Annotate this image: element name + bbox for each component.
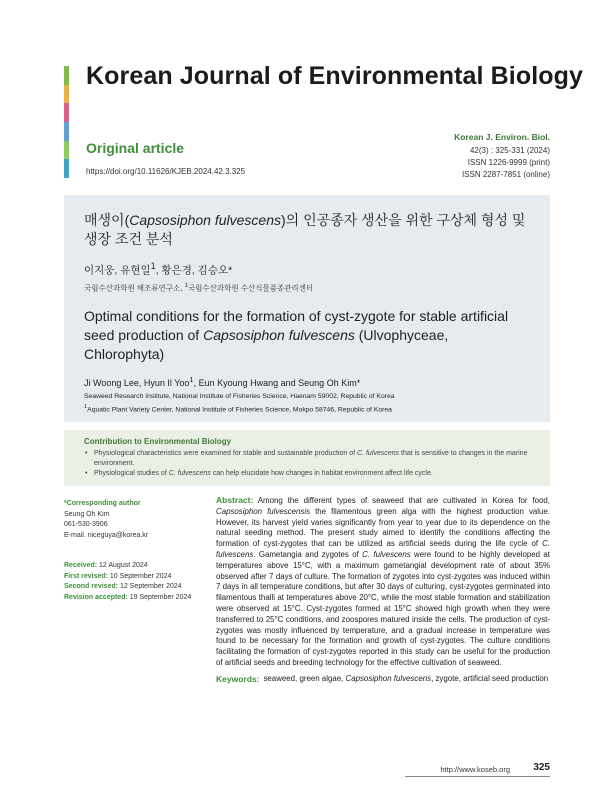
korean-affiliation [84,282,313,294]
date-first-label: First revised: [64,572,108,580]
corresponding-email[interactable]: E-mail. niceguya@korea.kr [64,531,149,539]
side-column [64,499,204,603]
date-second-label: Second revised: [64,583,119,590]
english-title-pre: Optimal conditions for the formation of cyst-zygote for stable artificial seed production of [84,308,509,343]
korean-authors-b: , 황은경, 김승오* [155,264,233,277]
english-authors-b: , Eun Kyoung Hwang and Seung Oh Kim* [193,378,361,388]
date-second-value: 12 September 2024 [118,583,182,590]
english-affil-2-sup: 1 [84,404,88,410]
english-title-sci: Capsosiphon fulvescens [203,327,355,343]
contrib-2b: can help elucidate how changes in habitat environment affect life cycle. [210,470,433,477]
color-bar-segment [64,103,69,122]
korean-authors-a: 이지웅, 유현일 [84,264,151,277]
journal-title: Korean Journal of Environmental Biology [86,62,584,90]
date-accepted-value: 19 September 2024 [127,593,192,601]
english-title [84,307,524,364]
color-bar-segment [64,122,69,141]
abstract-heading: Abstract: [216,495,254,505]
korean-title-post: )의 인공종자 생산을 위한 구상체 형성 및 생장 조건 분석 [84,212,526,247]
contribution-list [84,449,544,479]
korean-title [84,211,534,249]
abstract-part: the filamentous green alga with the highest production value. However, its harvest yield varies significantly from year to year due to its dependence on the natural seeding method. The present study aimed to identify the conditions affecting the formation of cyst-zygotes that can be utilized as artificial seeds during the life cycle of [216,506,551,549]
corresponding-name: Seung Oh Kim [64,510,110,518]
abstract-sci: C. fulvescens [362,549,411,559]
contribution-item [84,449,544,469]
english-affil-2-line [84,402,395,415]
english-affil-2: Aquatic Plant Variety Center, National Institute of Fisheries Science, Mokpo 58746, Republic of Korea [87,406,392,414]
korean-authors [84,261,232,278]
journal-meta [454,131,550,181]
korean-affil-sup: 1 [184,282,188,289]
date-accepted-label: Revision accepted: [64,593,128,601]
doi-link[interactable]: https://doi.org/10.11626/KJEB.2024.42.3.325 [86,167,246,176]
english-affil-1: Seaweed Research Institute, National Institute of Fisheries Science, Haenam 59002, Republic of Korea [84,393,395,400]
abstract-part: Among the different types of seaweed that are cultivated in Korea for food, [253,496,550,505]
korean-affil-a: 국립수산과학원 해조류연구소, [84,283,185,293]
abstract-part: were found to be highly developed at temperatures above 15°C, with a maximum gametangial development rate of about 35% observed after 7 days of culture. The formation of zygotes into cyst-zygotes was induced within 7 days in all temperature conditions, but after 30 days of culturing, cyst-zygotes germinated into filamentous thalli at temperatures above 20°C, while the most stable formation and stabilization were observed at 15°C. Cyst-zygotes formed at 15°C showed high growth when they were transferred to 25°C conditions, and zoospores matured inside the cells. The production of cyst-zygotes was mostly influenced by temperature, and a gradual increase in temperature was found to be necessary for the formation and growth of cyst-zygotes. The culture conditions facilitating the formation of cyst-zygotes reported in this study can be useful for the production of artificial seeds and breeding technology for the effective cultivation of seaweed. [216,549,550,667]
contribution-box [64,430,550,486]
contrib-1-sci: C. fulvescens [357,450,400,457]
keywords [216,674,550,685]
contribution-heading: Contribution to Environmental Biology [84,437,232,446]
keywords-sci: Capsosiphon fulvescens [345,674,432,683]
volume-pages: 42(3) : 325-331 (2024) [469,146,550,155]
corresponding-phone: 061-530-3906 [64,521,108,528]
article-type: Original article [86,140,185,156]
date-received [64,561,204,572]
abstract [216,495,550,669]
keywords-a: seaweed, green algae, [263,674,346,683]
issn-print: ISSN 1226-9999 (print) [467,158,550,167]
keywords-b: , zygote, artificial seed production [431,674,549,683]
footer-rule [405,776,550,777]
title-box [64,195,550,422]
date-second-revised [64,582,204,593]
date-accepted [64,593,204,604]
date-first-revised [64,572,204,583]
issn-online: ISSN 2287-7851 (online) [461,170,550,179]
contrib-2-sci: C. fulvescens [168,470,211,477]
contrib-1a: Physiological characteristics were examined for stable and sustainable production of [94,450,358,457]
contribution-item [84,469,544,479]
english-authors [84,375,360,388]
date-first-value: 10 September 2024 [107,572,172,580]
article-dates [64,561,204,603]
korean-affil-b: 국립수산과학원 수산식물품종관리센터 [187,283,314,293]
abstract-part: . Gametangia and zygotes of [253,549,363,559]
contrib-2a: Physiological studies of [94,470,169,477]
color-bar-segment [64,85,69,104]
english-affiliation [84,391,395,415]
color-bar-segment [64,159,69,178]
english-authors-a: Ji Woong Lee, Hyun Il Yoo [84,378,190,388]
contrib-1b: that is sensitive to changes in the marine environment. [94,450,528,467]
keywords-heading: Keywords: [216,674,260,684]
english-authors-sup: 1 [189,375,194,384]
color-bar-segment [64,141,69,160]
journal-color-bar [64,66,69,178]
abstract-sci: Capsosiphon fulvescensis [216,506,311,516]
korean-authors-sup: 1 [150,261,156,271]
footer-url[interactable]: http://www.koseb.org [440,765,510,774]
page-number: 325 [533,762,550,773]
journal-abbr: Korean J. Environ. Biol. [454,132,550,142]
keywords-list [263,674,548,685]
date-received-value: 12 August 2024 [97,562,148,569]
english-title-post: (Ulvophyceae, Chlorophyta) [84,327,449,362]
color-bar-segment [64,66,69,85]
date-received-label: Received: [64,562,98,569]
abstract-sci: C. fulvescens [216,539,550,559]
korean-title-sci: Capsosiphon fulvescens [129,212,281,228]
korean-title-pre: 매생이( [84,212,130,228]
corresponding-heading: *Corresponding author [64,500,141,507]
